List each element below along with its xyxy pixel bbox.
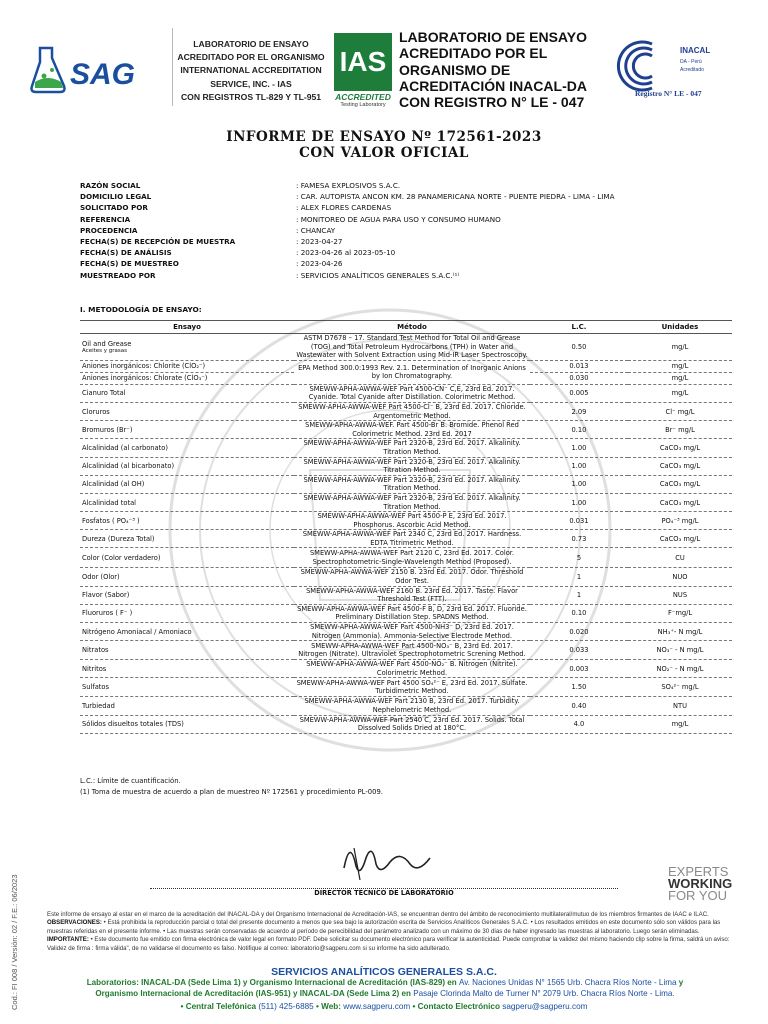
- cell-ensayo: Flavor (Sabor): [80, 586, 294, 604]
- cell-lc: 0.10: [530, 421, 628, 439]
- ias-accreditation-text: LABORATORIO DE ENSAYO ACREDITADO POR EL ORGANISMO INTERNATIONAL ACCREDITATION SERVICE, INC. - IAS CON REGISTROS TL-829 Y TL-951: [177, 39, 325, 102]
- inacal-logo-acr: Acreditado: [680, 67, 704, 73]
- table-row: [80, 548, 732, 568]
- cell-unidades: CU: [628, 548, 732, 568]
- inacal-registro: Registro N° LE - 047: [635, 89, 702, 98]
- note-lc: L.C.: Límite de cuantificación.: [80, 777, 181, 785]
- info-row: [80, 225, 730, 236]
- cell-unidades: mg/L: [628, 360, 732, 372]
- cell-metodo: SMEWW-APHA-AWWA-WEF 2150 B. 23rd Ed. 2017. Odor. Threshold Odor Test.: [294, 568, 530, 586]
- cell-metodo: SMEWW-APHA-AWWA-WEF Part 4500-NH3⁻ D, 23rd Ed. 2017. Nitrogen (Ammonia). Ammonia-Selective Electrode Method.: [294, 623, 530, 641]
- cell-ensayo: Alcalinidad (al carbonato): [80, 439, 294, 457]
- footer-importante: IMPORTANTE: • Este documento fue emitido con firma electrónica de valor legal en formato PDF. Debe solicitar su documento electrónico para verificar la autenticidad. Puede comprobar la validez del mismo haciendo clip sobre la firma, saldrá un aviso: Validez de firma : firma válida", de no validarse el documento es falso. Notifique al correo: laboratorio@sagperu.com si su informe ha sido adulterado.: [47, 936, 730, 952]
- report-info: [80, 180, 730, 281]
- web-link[interactable]: www.sagperu.com: [343, 1002, 411, 1011]
- footer-observaciones: OBSERVACIONES: • Está prohibida la reproducción parcial o total del presente documento a menos que sea bajo la autorización escrita de Servicios Analíticos Generales S.A.C. • Los resultados emitidos en este documento sólo son válidos para las muestras referidas en el presente informe. • Las muestras serán conservadas de acuerdo al período de perecibilidad del parámetro analizado con un máximo de 30 días de haber ingresado las muestras al laboratorio. Luego serán eliminadas.: [47, 919, 721, 935]
- cell-lc: 1: [530, 568, 628, 586]
- info-label: REFERENCIA: [80, 214, 131, 224]
- table-row: [80, 402, 732, 420]
- cell-ensayo: Color (Color verdadero): [80, 548, 294, 568]
- table-row: [80, 623, 732, 641]
- company-address: Laboratorios: INACAL-DA (Sede Lima 1) y Organismo Internacional de Acreditación (IAS-829) en Av. Naciones Unidas N° 1565 Urb. Chacra Ríos Norte - Lima y Organismo Internacional de Acreditación (IAS-951) y INACAL-DA (Sede Lima 2) en Pasaje Clorinda Malto de Turner N° 2079 Urb. Chacra Ríos Norte - Lima.: [86, 978, 684, 998]
- cell-lc: 1: [530, 586, 628, 604]
- table-row: [80, 697, 732, 715]
- cell-metodo: SMEWW-APHA-AWWA-WEF Part 2130 B, 23rd Ed. 2017. Turbidity. Nephelometric Method.: [294, 697, 530, 715]
- table-row: [80, 360, 732, 372]
- info-value: : 2023-04-26 al 2023-05-10: [296, 248, 396, 258]
- info-label: PROCEDENCIA: [80, 225, 138, 235]
- info-value: : 2023-04-26: [296, 259, 343, 269]
- info-row: [80, 258, 730, 269]
- cell-unidades: SO₄²⁻ mg/L: [628, 678, 732, 697]
- cell-unidades: mg/L: [628, 384, 732, 402]
- footer-line1: Este informe de ensayo al estar en el marco de la acreditación del INACAL-DA y del Organismo Internacional de Acreditación-IAS, se encuentran dentro del ámbito de reconocimiento multilateral/mutuo de los miembros firmantes de IAAC e ILAC.: [47, 911, 709, 918]
- cell-lc: 0.020: [530, 623, 628, 641]
- cell-lc: 1.00: [530, 475, 628, 493]
- cell-metodo: SMEWW-APHA-AWWA-WEF Part 2540 C, 23rd Ed. 2017. Solids. Total Dissolved Solids Dried at 180°C.: [294, 715, 530, 733]
- section-title: I. METODOLOGÍA DE ENSAYO:: [80, 305, 202, 314]
- cell-metodo: SMEWW-APHA-AWWA-WEF Part 2120 C, 23rd Ed. 2017. Color. Spectrophotometric-Single-Wavelength Method (Proposed).: [294, 548, 530, 568]
- cell-ensayo: Fluoruros ( F⁻ ): [80, 604, 294, 622]
- info-row: [80, 202, 730, 213]
- info-row: [80, 180, 730, 191]
- cell-ensayo: Alcalinidad total: [80, 493, 294, 511]
- cell-lc: 0.40: [530, 697, 628, 715]
- cell-metodo: SMEWW-APHA-AWWA-WEF Part 4500-P E, 23rd Ed. 2017. Phosphorus. Ascorbic Acid Method.: [294, 512, 530, 530]
- info-value: : CAR. AUTOPISTA ANCON KM. 28 PANAMERICANA NORTE - PUENTE PIEDRA - LIMA - LIMA: [296, 192, 615, 202]
- header-lc: L.C.: [530, 321, 628, 334]
- phone-link[interactable]: (511) 425-6885: [258, 1002, 314, 1011]
- header-metodo: Método: [294, 321, 530, 334]
- cell-lc: 5: [530, 548, 628, 568]
- director-label: DIRECTOR TÉCNICO DE LABORATORIO: [314, 889, 454, 897]
- cell-lc: 0.033: [530, 641, 628, 660]
- cell-ensayo: Oil and Grease Aceites y grasas: [80, 334, 294, 361]
- cell-ensayo: Nitritos: [80, 660, 294, 678]
- info-row: [80, 214, 730, 225]
- cell-unidades: Br⁻ mg/L: [628, 421, 732, 439]
- report-title-line2: CON VALOR OFICIAL: [299, 144, 469, 161]
- cell-unidades: NO₂⁻ - N mg/L: [628, 660, 732, 678]
- cell-unidades: NUO: [628, 568, 732, 586]
- cell-metodo: SMEWW-APHA-AWWA-WEF Part 2340 C, 23rd Ed. 2017. Hardness. EDTA Titrimetric Method.: [294, 530, 530, 548]
- cell-unidades: F⁻mg/L: [628, 604, 732, 622]
- cell-ensayo: Aniones inorgánicos: Chlorate (ClO₃⁻): [80, 372, 294, 384]
- cell-metodo: SMEWW-APHA-AWWA-WEF Part 4500-F B, D, 23rd Ed. 2017. Fluoride. Preliminary Distillation Step. SPADNS Method.: [294, 604, 530, 622]
- cell-ensayo: Alcalinidad (al OH): [80, 475, 294, 493]
- table-row: [80, 475, 732, 493]
- cell-ensayo: Cloruros: [80, 402, 294, 420]
- cell-lc: 0.005: [530, 384, 628, 402]
- cell-ensayo: Aniones inorgánicos: Chlorite (ClO₂⁻): [80, 360, 294, 372]
- table-row: [80, 334, 732, 361]
- header-divider: [172, 28, 173, 106]
- company-name: SERVICIOS ANALÍTICOS GENERALES S.A.C.: [271, 966, 497, 978]
- table-row: [80, 604, 732, 622]
- cell-ensayo: Bromuros (Br⁻): [80, 421, 294, 439]
- cell-unidades: Cl⁻ mg/L: [628, 402, 732, 420]
- info-label: FECHA(S) DE MUESTREO: [80, 259, 179, 269]
- cell-metodo: EPA Method 300.0:1993 Rev. 2.1. Determination of Inorganic Anions by Ion Chromatography.: [294, 360, 530, 384]
- cell-lc: 0.030: [530, 372, 628, 384]
- cell-metodo: SMEWW-APHA-AWWA-WEF Part 2320-B, 23rd Ed. 2017. Alkalinity. Titration Method.: [294, 457, 530, 475]
- table-row: [80, 439, 732, 457]
- table-row: [80, 530, 732, 548]
- cell-ensayo: Alcalinidad (al bicarbonato): [80, 457, 294, 475]
- cell-metodo: SMEWW-APHA-AWWA-WEF Part 4500-CN⁻ C,E, 23rd Ed. 2017. Cyanide. Total Cyanide after Distillation. Colorimetric Method.: [294, 384, 530, 402]
- cell-ensayo: Dureza (Dureza Total): [80, 530, 294, 548]
- sag-logo: [30, 42, 170, 94]
- cell-unidades: CaCO₃ mg/L: [628, 475, 732, 493]
- cell-ensayo-sub: Aceites y grasas: [82, 347, 127, 354]
- header-unidades: Unidades: [628, 321, 732, 334]
- info-label: SOLICITADO POR: [80, 203, 148, 213]
- cell-ensayo: Nitrógeno Amoniacal / Amoniaco: [80, 623, 294, 641]
- cell-unidades: mg/L: [628, 334, 732, 361]
- table-row: [80, 384, 732, 402]
- table-row: [80, 512, 732, 530]
- info-value: : FAMESA EXPLOSIVOS S.A.C.: [296, 181, 401, 190]
- cell-unidades: mg/L: [628, 715, 732, 733]
- cell-ensayo: Sólidos disueltos totales (TDS): [80, 715, 294, 733]
- table-row: [80, 660, 732, 678]
- signature: [330, 828, 440, 888]
- header-ensayo: Ensayo: [80, 321, 294, 334]
- info-row: [80, 247, 730, 258]
- table-row: [80, 586, 732, 604]
- info-row: [80, 236, 730, 247]
- report-title: [0, 130, 768, 161]
- cell-unidades: NTU: [628, 697, 732, 715]
- ias-logo: IAS: [334, 33, 392, 91]
- cell-metodo: SMEWW-APHA-AWWA-WEF Part 2320-B, 23rd Ed. 2017. Alkalinity. Titration Method.: [294, 493, 530, 511]
- info-value: : SERVICIOS ANALÍTICOS GENERALES S.A.C.⁽¹⁾: [296, 270, 460, 280]
- cell-metodo: SMEWW-APHA-AWWA-WEF Part 4500 SO₄²⁻ E, 23rd Ed. 2017. Sulfate. Turbidimetric Method.: [294, 678, 530, 697]
- cell-metodo: SMEWW-APHA-AWWA-WEF Part 4500-NO₂⁻ B. Nitrogen (Nitrite). Colorimetric Method.: [294, 660, 530, 678]
- table-row: [80, 568, 732, 586]
- info-label: FECHA(S) DE ANÁLISIS: [80, 248, 172, 258]
- cell-ensayo: Sulfatos: [80, 678, 294, 697]
- ias-testing-label: Testing Laboratory: [340, 102, 386, 108]
- info-value: : CHANCAY: [296, 225, 336, 235]
- cell-unidades: PO₄⁻³ mg/L: [628, 512, 732, 530]
- info-label: FECHA(S) DE RECEPCIÓN DE MUESTRA: [80, 237, 236, 247]
- cell-unidades: CaCO₃ mg/L: [628, 493, 732, 511]
- table-row: [80, 715, 732, 733]
- info-row: [80, 270, 730, 281]
- cell-lc: 0.50: [530, 334, 628, 361]
- cell-unidades: NUS: [628, 586, 732, 604]
- info-value: : ALEX FLORES CARDENAS: [296, 203, 392, 213]
- inacal-logo-text: INACAL: [680, 46, 711, 55]
- cell-metodo: SMEWW-APHA-AWWA-WEF 2160 B. 23rd Ed. 2017. Taste. Flavor Threshold Test (FTT).: [294, 586, 530, 604]
- cell-unidades: CaCO₃ mg/L: [628, 530, 732, 548]
- info-row: [80, 191, 730, 202]
- cell-lc: 0.73: [530, 530, 628, 548]
- note-sampling: (1) Toma de muestra de acuerdo a plan de muestreo Nº 172561 y procedimiento PL-009.: [80, 787, 383, 796]
- report-title-line1: INFORME DE ENSAYO Nº 172561-2023: [226, 129, 542, 145]
- cell-ensayo: Fosfatos ( PO₄⁻³ ): [80, 512, 294, 530]
- cell-lc: 1.00: [530, 493, 628, 511]
- cell-lc: 0.013: [530, 360, 628, 372]
- table-row: [80, 678, 732, 697]
- notes: [80, 776, 383, 797]
- table-row: [80, 421, 732, 439]
- info-label: RAZÓN SOCIAL: [80, 181, 141, 190]
- cell-metodo: ASTM D7678 – 17. Standard Test Method for Total Oil and Grease (TOG) and Total Petroleum Hydrocarbons (TPH) in Water and Wastewater with Solvent Extraction using Mid-IR Laser Spectroscopy.: [294, 334, 530, 361]
- info-value: : 2023-04-27: [296, 237, 343, 247]
- cell-lc: 1.00: [530, 457, 628, 475]
- cell-ensayo: Cianuro Total: [80, 384, 294, 402]
- cell-unidades: CaCO₃ mg/L: [628, 457, 732, 475]
- cell-ensayo: Turbiedad: [80, 697, 294, 715]
- sag-logo-text: SAG: [70, 58, 136, 91]
- cell-ensayo: Odor (Olor): [80, 568, 294, 586]
- inacal-logo-sub: DA - Perú: [680, 59, 702, 65]
- cell-lc: 4.0: [530, 715, 628, 733]
- cell-lc: 2.09: [530, 402, 628, 420]
- footer-disclaimer: [47, 911, 733, 953]
- cell-unidades: NO₃⁻ - N mg/L: [628, 641, 732, 660]
- cell-unidades: NH₃⁺- N mg/L: [628, 623, 732, 641]
- cell-metodo: SMEWW-APHA-AWWA-WEF. Part 4500-Br B. Bromide. Phenol Red Colorimetric Method. 23rd Ed. 2017: [294, 421, 530, 439]
- table-row: [80, 641, 732, 660]
- cell-lc: 1.00: [530, 439, 628, 457]
- table-header-row: [80, 321, 732, 334]
- cell-lc: 1.50: [530, 678, 628, 697]
- cell-lc: 0.10: [530, 604, 628, 622]
- email-link[interactable]: sagperu@sagperu.com: [502, 1002, 588, 1011]
- cell-unidades: mg/L: [628, 372, 732, 384]
- cell-ensayo: Nitratos: [80, 641, 294, 660]
- cell-lc: 0.031: [530, 512, 628, 530]
- methods-table: [80, 320, 732, 734]
- cell-metodo: SMEWW-APHA-AWWA-WEF Part 4500-Cl⁻ B, 23rd Ed. 2017. Chloride. Argentometric Method.: [294, 402, 530, 420]
- info-label: DOMICILIO LEGAL: [80, 192, 152, 202]
- ias-accredited-label: ACCREDITED: [335, 92, 391, 102]
- table-row: [80, 493, 732, 511]
- document-code: Cod.: FI 008 / Versión: 02 / F.E.: 06/2023: [10, 874, 19, 1010]
- cell-metodo: SMEWW-APHA-AWWA-WEF Part 2320-B, 23rd Ed. 2017. Alkalinity. Titration Method.: [294, 475, 530, 493]
- table-row: [80, 457, 732, 475]
- cell-metodo: SMEWW-APHA-AWWA-WEF Part 4500-NO₃⁻ B, 23rd Ed. 2017. Nitrogen (Nitrate). Ultraviolet Spectrophotometric Screning Method.: [294, 641, 530, 660]
- inacal-accreditation-text: LABORATORIO DE ENSAYO ACREDITADO POR EL ORGANISMO DE ACREDITACIÓN INACAL-DA CON REGISTRO N° LE - 047: [399, 29, 587, 111]
- cell-metodo: SMEWW-APHA-AWWA-WEF Part 2320-B, 23rd Ed. 2017. Alkalinity. Titration Method.: [294, 439, 530, 457]
- cell-unidades: CaCO₃ mg/L: [628, 439, 732, 457]
- info-label: MUESTREADO POR: [80, 270, 156, 280]
- company-contact: • Central Telefónica (511) 425-6885 • Web: www.sagperu.com • Contacto Electrónico sagperu@sagperu.com: [180, 1002, 588, 1011]
- cell-lc: 0.003: [530, 660, 628, 678]
- experts-slogan: EXPERTS WORKING FOR YOU: [668, 864, 733, 903]
- info-value: : MONITOREO DE AGUA PARA USO Y CONSUMO HUMANO: [296, 214, 501, 224]
